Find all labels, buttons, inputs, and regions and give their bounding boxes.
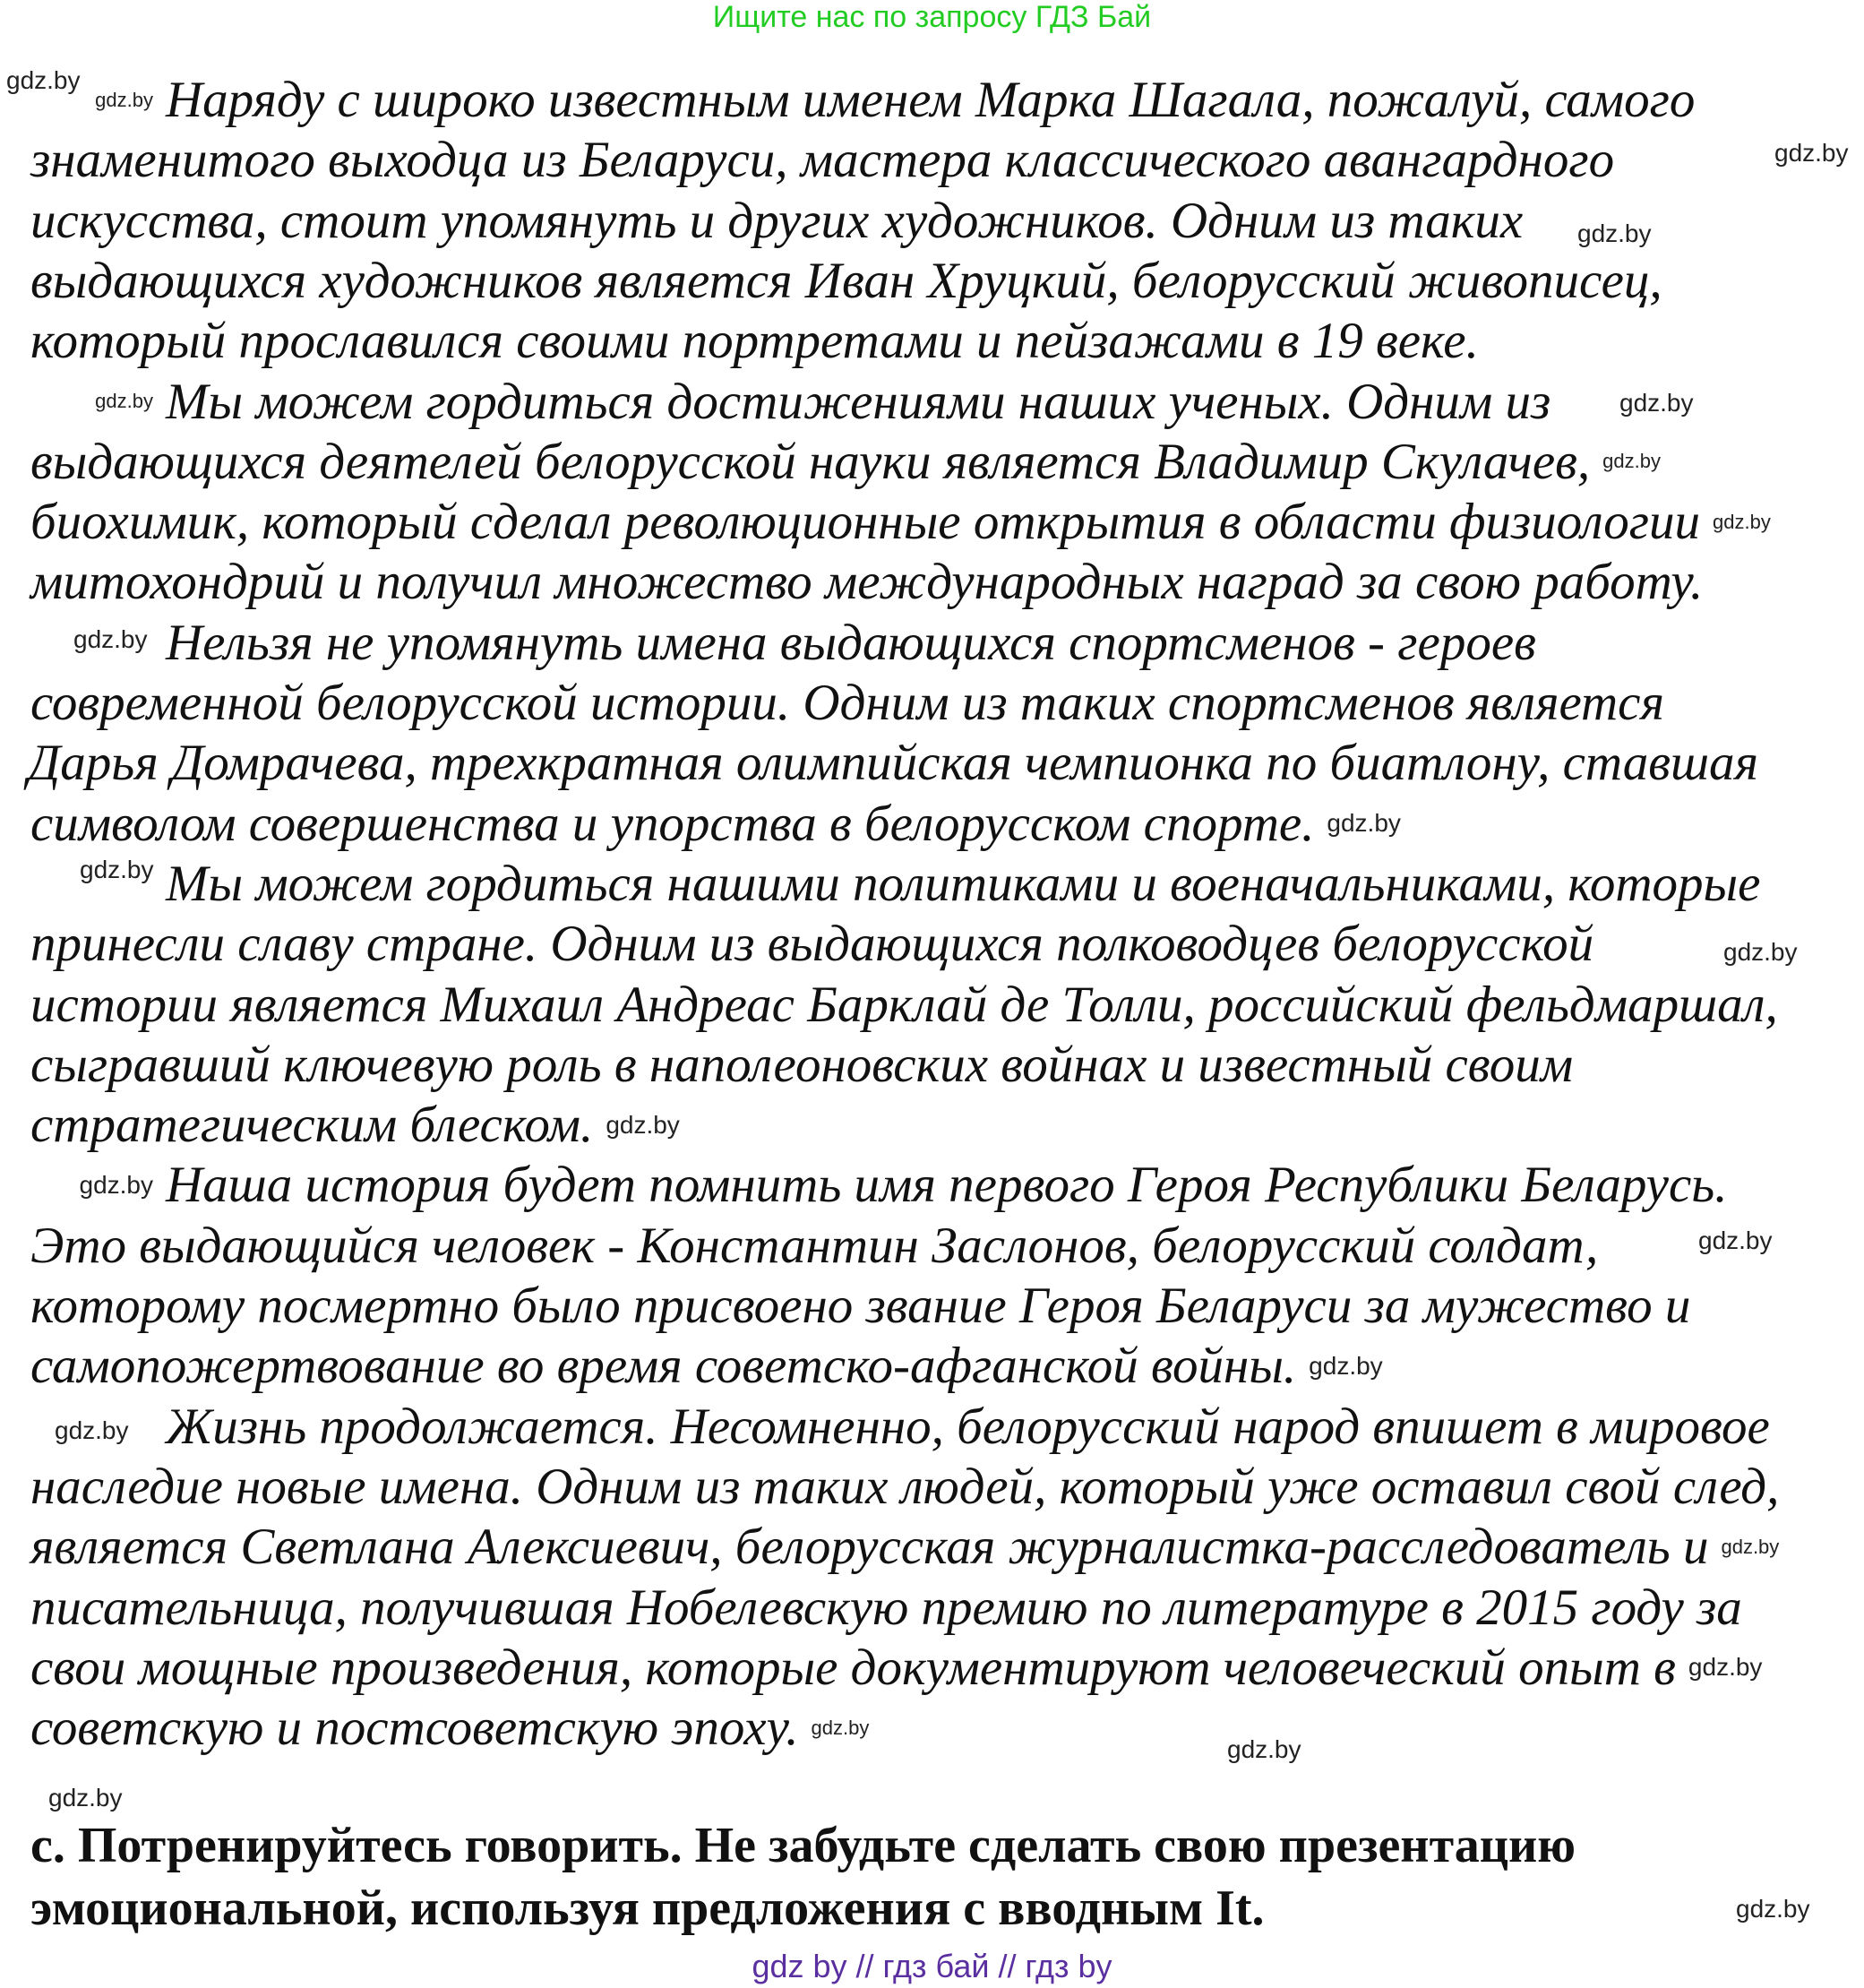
watermark: gdz.by xyxy=(606,1110,680,1139)
essay-line: Нельзя не упомянуть имена выдающихся спортсменов - героев xyxy=(166,614,1536,671)
essay-line: наследие новые имена. Одним из таких людей, который уже оставил свой след, xyxy=(30,1458,1780,1515)
footer-links[interactable]: gdz by // гдз бай // гдз by xyxy=(752,1948,1112,1984)
watermark: gdz.by xyxy=(1774,139,1849,167)
essay-line: истории является Михаил Андреас Барклай де Толли, российский фельдмаршал, xyxy=(30,976,1778,1033)
watermark: gdz.by xyxy=(1327,809,1401,838)
essay-line: Мы можем гордиться нашими политиками и военачальниками, которые xyxy=(166,855,1761,912)
watermark: gdz.by xyxy=(48,1784,123,1812)
essay-line: советскую и постсоветскую эпоху. xyxy=(30,1700,799,1757)
essay-line: выдающихся художников является Иван Хруцкий, белорусский живописец, xyxy=(30,252,1662,309)
task-instruction-line-2: эмоциональной, используя предложения с вводным It. xyxy=(30,1880,1265,1936)
essay-line: биохимик, который сделал революционные открытия в области физиологии xyxy=(30,494,1701,551)
watermark: gdz.by xyxy=(1688,1653,1763,1682)
watermark: gdz.by xyxy=(79,1170,153,1199)
task-instruction-line-1: с. Потренируйтесь говорить. Не забудьте сделать свою презентацию xyxy=(30,1818,1576,1873)
essay-line: Наша история будет помнить имя первого Героя Республики Беларусь. xyxy=(166,1157,1728,1214)
essay-line: митохондрий и получил множество международных наград за свою работу. xyxy=(30,554,1704,611)
essay-line: стратегическим блеском. xyxy=(30,1097,594,1154)
essay-line: является Светлана Алексиевич, белорусская журналистка-расследователь и xyxy=(30,1519,1709,1576)
essay-line: знаменитого выходца из Беларуси, мастера классического авангардного xyxy=(30,132,1615,189)
essay-line: самопожертвование во время советско-афганской войны. xyxy=(30,1338,1297,1395)
watermark: gdz.by xyxy=(1619,389,1694,417)
essay-line: сыгравший ключевую роль в наполеоновских войнах и известный своим xyxy=(30,1036,1574,1093)
watermark: gdz.by xyxy=(80,856,154,883)
watermark: gdz.by xyxy=(1309,1351,1383,1380)
essay-line: Жизнь продолжается. Несомненно, белорусский народ впишет в мировое xyxy=(166,1398,1770,1455)
essay-line: Мы можем гордиться достижениями наших ученых. Одним из xyxy=(166,373,1551,430)
essay-line: Дарья Домрачева, трехкратная олимпийская чемпионка по биатлону, ставшая xyxy=(28,735,1758,792)
search-hint-banner: Ищите нас по запросу ГДЗ Бай xyxy=(712,0,1152,34)
watermark: gdz.by xyxy=(95,88,153,111)
watermark: gdz.by xyxy=(1602,450,1661,473)
essay-line: современной белорусской истории. Одним из таких спортсменов является xyxy=(30,675,1664,731)
essay-line: писательница, получившая Нобелевскую премию по литературе в 2015 году за xyxy=(30,1579,1742,1636)
watermark: gdz.by xyxy=(1721,1535,1780,1558)
watermark: gdz.by xyxy=(73,625,148,653)
watermark: gdz.by xyxy=(6,66,81,94)
watermark: gdz.by xyxy=(1227,1735,1301,1763)
watermark: gdz.by xyxy=(95,390,153,412)
watermark: gdz.by xyxy=(1698,1226,1773,1254)
essay-line: который прославился своими портретами и пейзажами в 19 веке. xyxy=(30,313,1479,370)
essay-line: искусства, стоит упомянуть и других художников. Одним из таких xyxy=(30,192,1524,249)
watermark: gdz.by xyxy=(55,1416,129,1444)
watermark: gdz.by xyxy=(811,1716,870,1739)
essay-line: символом совершенства и упорства в белорусском спорте. xyxy=(30,795,1315,852)
watermark: gdz.by xyxy=(1577,219,1652,247)
essay-line: которому посмертно было присвоено звание Героя Беларуси за мужество и xyxy=(30,1278,1691,1334)
essay-line: Наряду с широко известным именем Марка Шагала, пожалуй, самого xyxy=(166,72,1696,128)
watermark: gdz.by xyxy=(1736,1895,1810,1923)
essay-line: свои мощные произведения, которые документируют человеческий опыт в xyxy=(30,1639,1676,1696)
essay-line: Это выдающийся человек - Константин Заслонов, белорусский солдат, xyxy=(30,1217,1599,1274)
essay-line: выдающихся деятелей белорусской науки является Владимир Скулачев, xyxy=(30,433,1591,490)
watermark: gdz.by xyxy=(1713,510,1771,533)
essay-line: принесли славу стране. Одним из выдающихся полководцев белорусской xyxy=(30,916,1594,973)
watermark: gdz.by xyxy=(1723,938,1798,966)
